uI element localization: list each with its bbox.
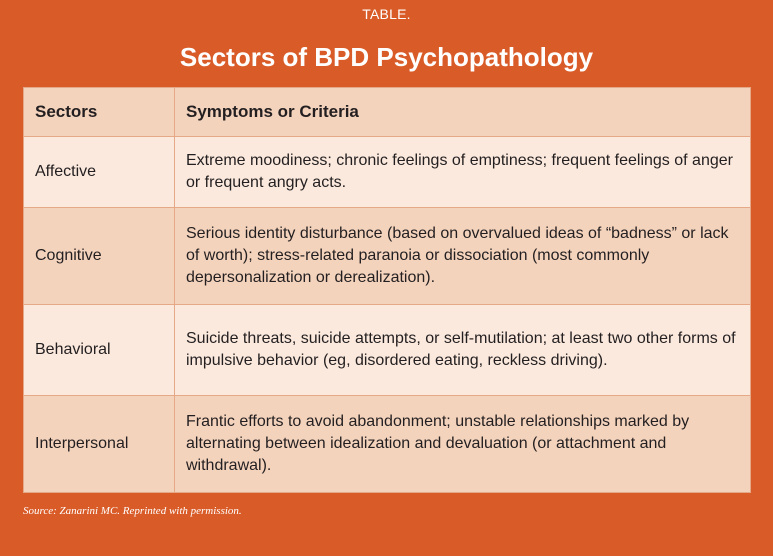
- sector-cell: Affective: [24, 137, 175, 208]
- table-row: [24, 396, 751, 493]
- table-row: [24, 137, 751, 208]
- table-row: [24, 305, 751, 396]
- sector-cell: Behavioral: [24, 305, 175, 396]
- source-note: Source: Zanarini MC. Reprinted with permission.: [23, 505, 242, 517]
- table-row: [24, 208, 751, 305]
- table-label: TABLE.: [362, 6, 411, 22]
- table-header-row: [24, 88, 751, 137]
- symptoms-cell: Extreme moodiness; chronic feelings of emptiness; frequent feelings of anger or frequent angry acts.: [175, 137, 751, 208]
- header-symptoms: Symptoms or Criteria: [175, 88, 751, 137]
- symptoms-cell: Serious identity disturbance (based on overvalued ideas of “badness” or lack of worth); stress-related paranoia or dissociation (most commonly depersonalization or derealization).: [175, 208, 751, 305]
- sector-cell: Cognitive: [24, 208, 175, 305]
- header-sectors: Sectors: [24, 88, 175, 137]
- symptoms-cell: Suicide threats, suicide attempts, or self-mutilation; at least two other forms of impulsive behavior (eg, disordered eating, reckless driving).: [175, 305, 751, 396]
- table-title: Sectors of BPD Psychopathology: [179, 42, 594, 72]
- bpd-sectors-table: [23, 87, 751, 493]
- sector-cell: Interpersonal: [24, 396, 175, 493]
- symptoms-cell: Frantic efforts to avoid abandonment; unstable relationships marked by alternating between idealization and devaluation (or attachment and withdrawal).: [175, 396, 751, 493]
